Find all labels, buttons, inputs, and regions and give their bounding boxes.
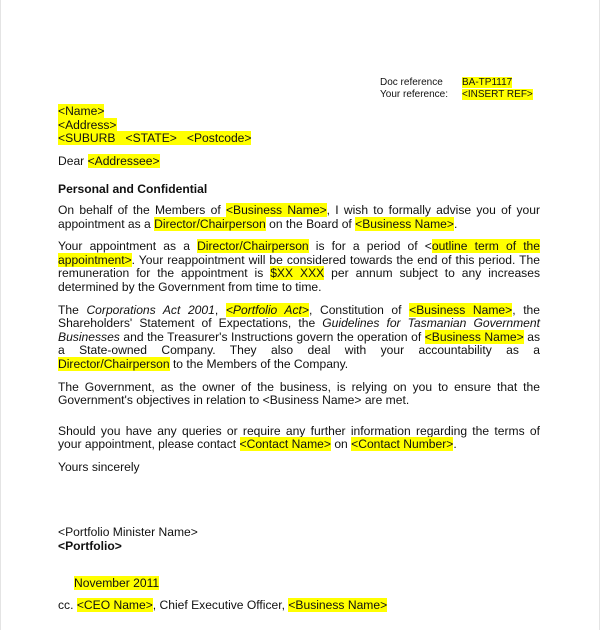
p5-text-2: on <box>330 437 352 452</box>
paragraph-contact <box>58 425 540 452</box>
doc-reference-value: BA-TP1117 <box>462 77 513 88</box>
recipient-name: <Name> <box>58 104 105 118</box>
p2-text: Your appointment as a <box>58 239 198 254</box>
recipient-suburb-line: <SUBURB <STATE> <Postcode> <box>58 131 252 146</box>
p5-text: Should you have any queries or require any further information regarding the terms of your appointment, please contact <box>58 423 540 452</box>
your-reference-value: <INSERT REF> <box>462 89 533 100</box>
salutation-prefix: Dear <box>58 153 88 168</box>
salutation-addressee: <Addressee> <box>87 153 160 168</box>
p3-business-name-2: <Business Name> <box>424 329 524 344</box>
p1-text: On behalf of the Members of <box>58 202 226 217</box>
p1-business-name: <Business Name> <box>225 202 327 217</box>
signatory-portfolio: <Portfolio> <box>58 539 122 554</box>
p1-text-2: , I wish to formally advise you of your appointment as a <box>58 202 540 231</box>
closing: Yours sincerely <box>58 459 140 474</box>
p2-text-3: . Your reappointment will be considered towards the end of this period. The remuneration for the appointment is <box>58 252 540 281</box>
p2-text-2: is for a period of < <box>308 239 432 254</box>
p2-role: Director/Chairperson <box>197 239 309 254</box>
cc-prefix: cc. <box>58 598 77 613</box>
recipient-address <box>58 105 540 146</box>
cc-ceo-name: <CEO Name> <box>76 598 153 613</box>
cc-business-name: <Business Name> <box>288 598 388 613</box>
paragraph-government-objectives: The Government, as the owner of the business, is relying on you to ensure that the Government's objectives in relation to <Business Name> are met. <box>58 379 540 408</box>
p3-text: The <box>58 302 87 317</box>
letter-date <box>58 577 540 591</box>
cc-text: , Chief Executive Officer, <box>152 598 289 613</box>
signatory-name: <Portfolio Minister Name> <box>58 525 198 540</box>
letter-date-text: November 2011 <box>74 575 160 590</box>
letter-heading: Personal and Confidential <box>58 182 208 197</box>
your-reference-row <box>380 89 533 101</box>
p1-text-4: . <box>453 216 458 231</box>
p2-text-4: per annum subject to any increases determined by the Government from time to time. <box>58 266 541 294</box>
doc-reference-row <box>380 77 533 89</box>
paragraph-appointment-advice <box>58 204 540 231</box>
p3-text-6: as a State-owned Company. They also deal with your accountability as a <box>58 329 541 358</box>
paragraph-term-remuneration <box>58 240 540 294</box>
salutation <box>58 155 540 169</box>
reference-block <box>380 77 533 101</box>
contact-number: <Contact Number> <box>351 437 454 452</box>
p1-role: Director/Chairperson <box>154 216 266 231</box>
p3-text-5: and the Treasurer's Instructions govern the operation of <box>119 329 425 344</box>
p3-text-2: , <box>214 302 226 317</box>
p2-remuneration: $XX XXX <box>270 266 325 281</box>
p2-term: outline term of the appointment> <box>58 239 541 267</box>
p1-text-3: on the Board of <box>265 216 356 231</box>
contact-name: <Contact Name> <box>239 437 331 452</box>
p3-role: Director/Chairperson <box>58 356 170 371</box>
p3-portfolio-act: <Portfolio Act> <box>225 302 309 317</box>
p3-text-3: , Constitution of <box>308 302 410 317</box>
p3-act: Corporations Act 2001 <box>86 302 215 317</box>
p3-text-4: , the Shareholders' Statement of Expectations, the <box>58 302 541 331</box>
p3-text-7: to the Members of the Company. <box>169 356 349 371</box>
recipient-address-line: <Address> <box>58 117 117 132</box>
doc-reference-label: Doc reference <box>380 77 443 88</box>
your-reference-label: Your reference: <box>380 89 449 100</box>
paragraph-governance <box>58 304 540 372</box>
p3-business-name: <Business Name> <box>409 302 513 317</box>
cc-line <box>58 599 540 613</box>
p3-guidelines: Guidelines for Tasmanian Government Businesses <box>58 316 540 344</box>
letter-body <box>58 105 540 613</box>
p1-business-name-2: <Business Name> <box>355 216 454 231</box>
p5-text-3: . <box>453 437 457 452</box>
